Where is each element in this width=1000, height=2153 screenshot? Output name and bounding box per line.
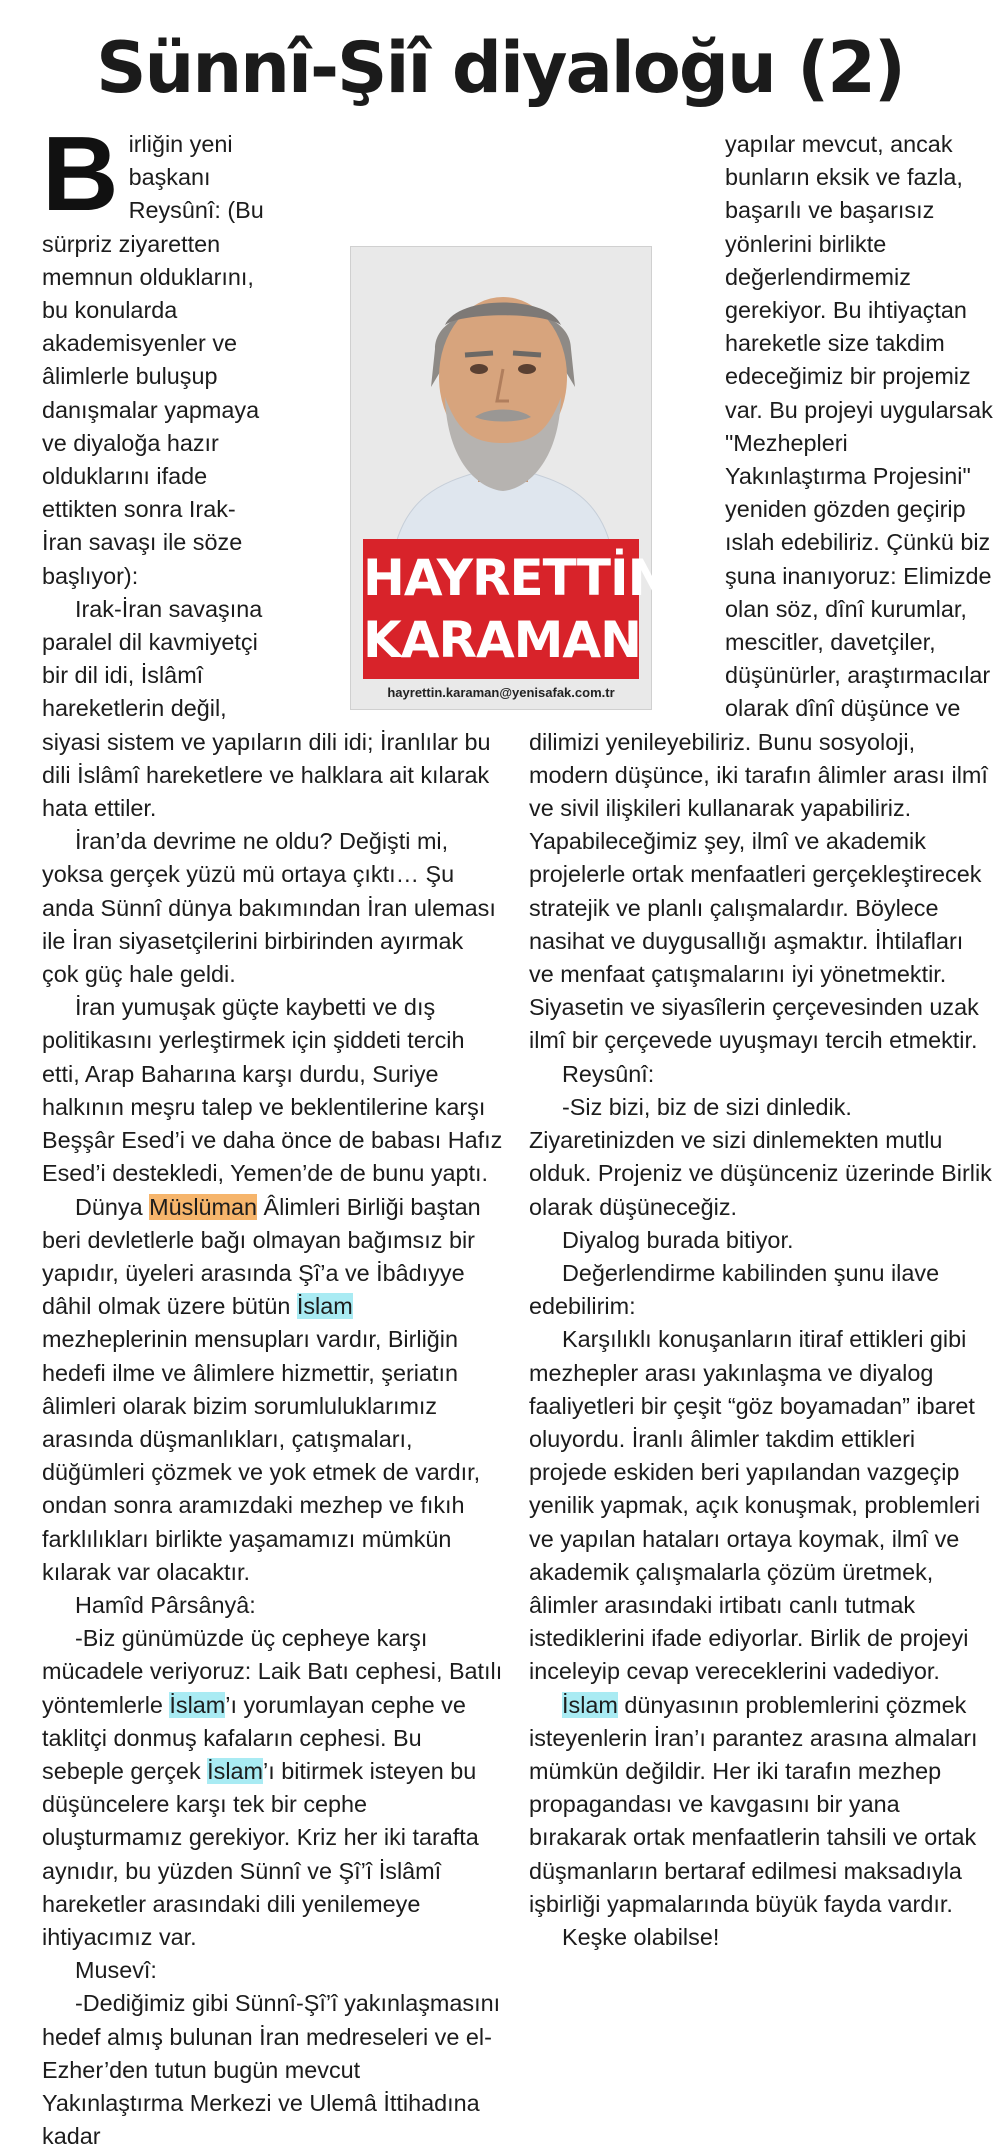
paragraph: yapılar mevcut, ancak bunların eksik ve fazla, başarılı ve başarısız yönlerini birlikte değerlendirmemiz gerekiyor. Bu ihtiyaçtan hareketle size takdim edeceğimiz bir projemiz var. Bu projeyi uygularsak "Mezhepleri Yakınlaştırma Projesini" yeniden gözden geçirip ıslah edebiliriz. Çünkü biz şuna inanıyoruz: Elimizde olan söz, dînî kurumlar, mescitler, davetçiler, düşünürler, araştırmacılar olarak dînî düşünce ve dilimizi yenileyebiliriz. Bunu sosyoloji, modern düşünce, iki tarafın âlimler arası ilmî ve sivil ilişkileri kullanarak yapabiliriz. Yapabileceğimiz şey, ilmî ve akademik projelerle ortak menfaatleri gerçekleştirecek stratejik ve planlı çalışmalardır. Böylece nasihat ve duygusallığı aşmaktır. İhtilafları ve menfaat çatışmalarını iyi yönetmektir. Siyasetin ve siyasîlerin çerçevesinden uzak ilmî bir çerçevede uyuşmayı tercih etmektir.	[529, 131, 993, 1054]
paragraph: Keşke olabilse!	[562, 1923, 720, 1950]
drop-cap: B	[42, 115, 119, 233]
paragraph: İslam dünyasının problemlerini çözmek isteyenlerin İran’ı parantez arasına almaları mümkün değildir. Her iki tarafın mezhep propagandası ve kavgasını bir yana bırakarak ortak menfaatlerin tahsili ve ortak düşmanların bertaraf edilmesi maksadıyla işbirliği yapmalarında büyük fayda vardır.	[529, 1691, 978, 1917]
paragraph: Diyalog burada bitiyor.	[562, 1226, 794, 1253]
article-column-right	[529, 128, 993, 1954]
paragraph: -Biz günümüzde üç cepheye karşı mücadele veriyoruz: Laik Batı cephesi, Batılı yöntemlerle İslam’ı yorumlayan cephe ve taklitçi donmuş kafaların cephesi. Bu sebeple gerçek İslam’ı bitirmek isteyen bu düşüncelere karşı tek bir cephe oluşturmamız gerekiyor. Kriz her iki tarafta aynıdır, bu yüzden Sünnî ve Şî’î İslâmî hareketler arasındaki dili yenilemeye ihtiyacımız var.	[42, 1625, 503, 1950]
paragraph: irliğin yeni başkanı Reysûnî: (Bu sürpriz ziyaretten memnun olduklarını, bu konularda akademisyenler ve âlimlerle buluşup danışmalar yapmaya ve diyaloğa hazır olduklarını ifade ettikten sonra Irak-İran savaşı ile söze başlıyor):	[42, 131, 264, 589]
highlighted-term: İslam	[562, 1691, 618, 1718]
author-email[interactable]: hayrettin.karaman@yenisafak.com.tr	[387, 685, 615, 700]
paragraph: İran’da devrime ne oldu? Değişti mi, yoksa gerçek yüzü mü ortaya çıktı… Şu anda Sünnî dünya bakımından İran uleması ile İran siyasetçilerini birbirinden ayırmak çok güç hale geldi.	[42, 828, 496, 988]
highlighted-term: Müslüman	[149, 1193, 258, 1220]
paragraph: Hamîd Pârsânyâ:	[75, 1591, 256, 1618]
paragraph: Değerlendirme kabilinden şunu ilave edebilirim:	[529, 1259, 940, 1320]
paragraph: Reysûnî:	[562, 1060, 655, 1087]
paragraph: Irak-İran savaşına paralel dil kavmiyetçi bir dil idi, İslâmî hareketlerin değil, siyasi sistem ve yapıların dili idi; İranlılar bu dili İslâmî hareketlere ve halklara ait kılarak hata ettiler.	[42, 595, 491, 822]
headline: Sünnî-Şiî diyaloğu (2)	[96, 27, 904, 109]
author-first-name: HAYRETTİN	[363, 549, 669, 607]
paragraph: -Dediğimiz gibi Sünnî-Şî’î yakınlaşmasını hedef almış bulunan İran medreseleri ve el-Ezher’den tutun bugün mevcut Yakınlaştırma Merkezi ve Ulemâ İttihadına kadar	[42, 1990, 501, 2150]
highlighted-term: İslam	[207, 1757, 264, 1784]
paragraph: İran yumuşak güçte kaybetti ve dış politikasını yerleştirmek için şiddeti tercih etti, Arap Baharına karşı durdu, Suriye halkının meşru talep ve beklentilerine karşı Beşşâr Esed’i ve daha önce de babası Hafız Esed’i destekledi, Yemen’de de bunu yaptı.	[42, 994, 503, 1187]
article-column-left	[42, 115, 504, 2153]
paragraph: -Siz bizi, biz de sizi dinledik. Ziyaretinizden ve sizi dinlemekten mutlu olduk. Projeniz ve düşünceniz üzerinde Birlik olarak düşüneceğiz.	[529, 1093, 992, 1220]
highlighted-term: İslam	[169, 1691, 226, 1718]
paragraph: Karşılıklı konuşanların itiraf ettikleri gibi mezhepler arası yakınlaşma ve diyalog faaliyetleri bir çeşit “göz boyamadan” ibaret oluyordu. İranlı âlimler takdim ettikleri projede eskiden beri yapılandan vazgeçip yenilik yapmak, açık konuşmak, problemleri ve yapılan hataları ortaya koymak, ilmî ve akademik çalışmalarla çözüm üretmek, âlimler arasındaki irtibatı canlı tutmak istediklerini ifade ediyorlar. Birlik de projeyi inceleyip cevap vereceklerini vadediyor.	[529, 1326, 981, 1685]
paragraph: Dünya Müslüman Âlimleri Birliği baştan beri devletlerle bağı olmayan bağımsız bir yapıdır, üyeleri arasında Şî’a ve İbâdıyye dâhil olmak üzere bütün İslam mezheplerinin mensupları vardır, Birliğin hedefi ilme ve âlimlere hizmettir, şeriatın âlimleri olarak bizim sorumluluklarımız arasında düşmanlıkları, çatışmaları, düğümleri çözmek ve yok etmek de vardır, ondan sonra aramızdaki mezhep ve fıkıh farklılıkları birlikte yaşamamızı mümkün kılarak var olacaktır.	[42, 1193, 481, 1585]
paragraph: Musevî:	[75, 1957, 157, 1984]
highlighted-term: İslam	[296, 1293, 353, 1320]
author-last-name: KARAMAN	[363, 611, 641, 669]
